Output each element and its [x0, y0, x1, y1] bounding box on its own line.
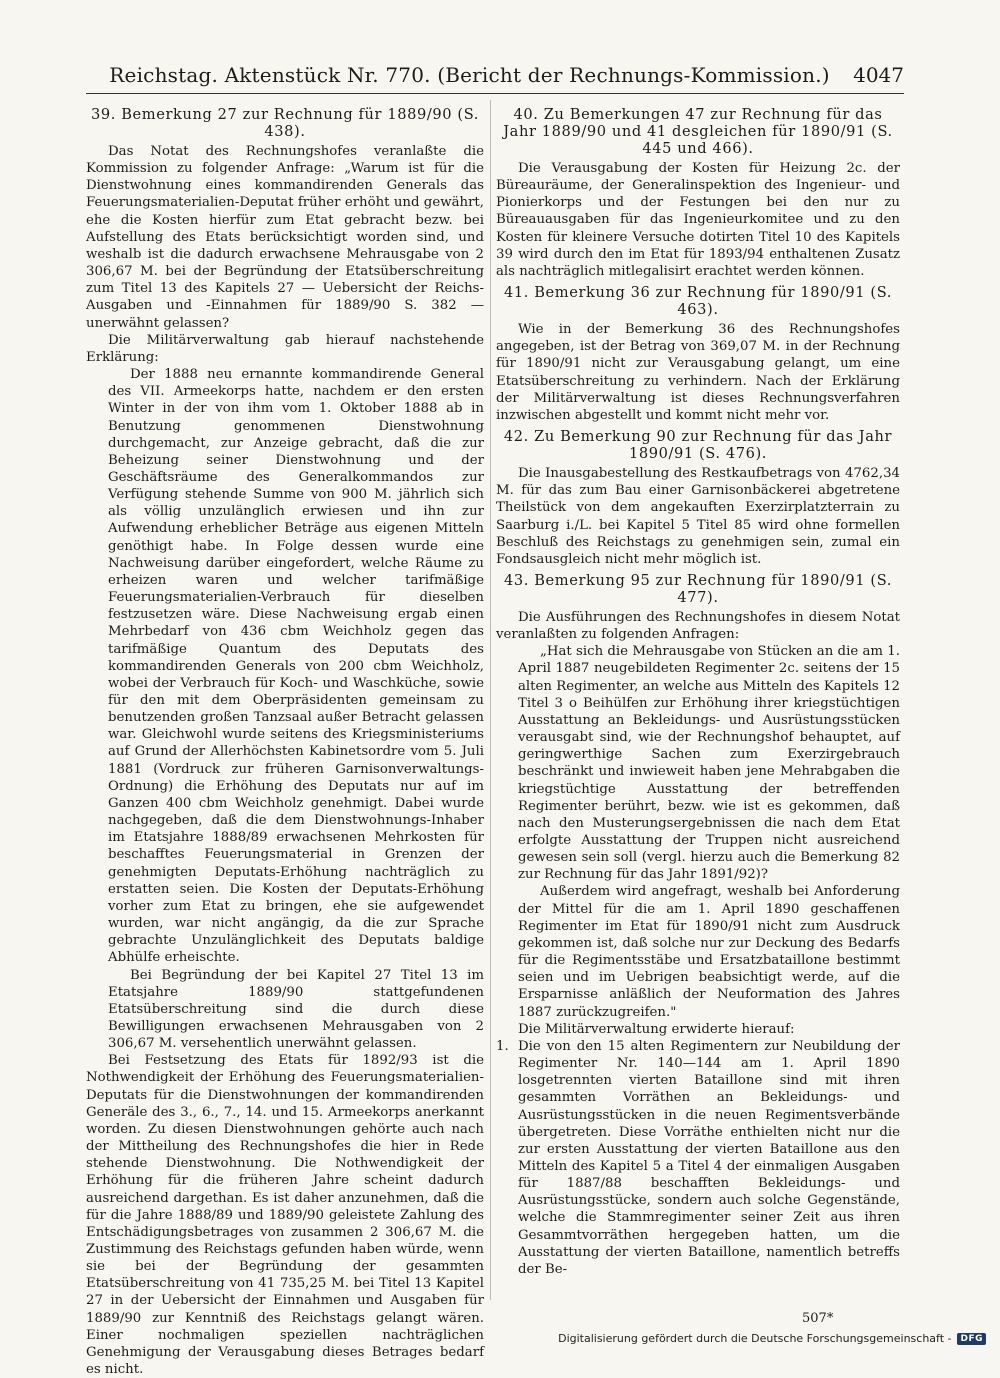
quoted-paragraph: Bei Begründung der bei Kapitel 27 Titel 13 im Etatsjahre 1889/90 stattgefundenen Etatsüberschreitung sind die durch diese Bewilligungen erwachsenen Mehrausgaben von 2 306,67 M. versehentlich unerwähnt gelassen.	[108, 967, 484, 1052]
running-head	[86, 58, 904, 92]
list-item-text: Die von den 15 alten Regimentern zur Neubildung der Regimenter Nr. 140—144 am 1. April 1890 losgetrennten vierten Bataillone sind mit ihren gesammten Vorräthen an Bekleidungs- und Ausrüstungsstücken in die neuen Regimentsverbände übergetreten. Diese Vorräthe enthielten nicht nur die zur ersten Ausstattung der vierten Bataillone aus den Mitteln des Kapitel 5 a Titel 4 der einmaligen Ausgaben für 1887/88 beschafften Bekleidungs- und Ausrüstungsstücke, sondern auch solche Gegenstände, welche die Stammregimenter seiner Zeit aus ihren Gesammtvorräthen hergegeben hatten, um die Ausstattung der vierten Bataillone, namentlich betreffs der Be-	[518, 1038, 900, 1277]
column-divider	[490, 100, 491, 1300]
paragraph: Bei Festsetzung des Etats für 1892/93 ist die Nothwendigkeit der Erhöhung des Feuerungsmaterialien-Deputats für die Dienstwohnungen der kommandirenden Generäle des 3., 6., 7., 14. und 15. Armeekorps anerkannt worden. Zu diesen Dienstwohnungen gehörte auch nach der Mittheilung des Rechnungshofes die hier in Rede stehende Dienstwohnung. Die Nothwendigkeit der Erhöhung für die früheren Jahre scheint dadurch ausreichend dargethan. Es ist daher anzunehmen, daß die für die Jahre 1888/89 und 1889/90 geleistete Zahlung des Entschädigungsbetrages von zusammen 2 306,67 M. die Zustimmung des Reichstags gefunden haben würde, wenn sie bei der Begründung der gesammten Etatsüberschreitung von 41 735,25 M. bei Titel 13 Kapitel 27 in der Uebersicht der Einnahmen und Ausgaben für 1889/90 zur Kenntniß des Reichstags gelangt wären. Einer nochmaligen speziellen nachträglichen Genehmigung der Verausgabung dieses Betrages bedarf es nicht.	[86, 1053, 484, 1378]
section-heading-43: 43. Bemerkung 95 zur Rechnung für 1890/91 (S. 477).	[503, 571, 893, 606]
quoted-paragraph: Außerdem wird angefragt, weshalb bei Anforderung der Mittel für die am 1. April 1890 geschaffenen Regimenter im Etat für 1890/91 nicht zum Ausdruck gekommen ist, daß solche nur zur Deckung des Bedarfs für die Regimentsstäbe und Ersatzbataillone bestimmt seien und im Uebrigen beabsichtigt werde, auf die Ersparnisse anläßlich der Neuformation des Jahres 1887 zurückzugreifen."	[518, 884, 900, 1020]
paragraph: Die Militärverwaltung erwiderte hierauf:	[518, 1021, 795, 1037]
paragraph: Die Inausgabestellung des Restkaufbetrags von 4762,34 M. für das zum Bau einer Garnisonbäckerei abgetretene Theilstück von dem angekauften Exerzirplatzterrain zu Saarburg i./L. bei Kapitel 5 Titel 85 wird ohne formellen Beschluß des Reichstags zu genehmigen sein, zumal ein Fondsausgleich nicht mehr möglich ist.	[496, 466, 900, 567]
dfg-logo-icon: DFG	[957, 1333, 986, 1345]
paragraph: Wie in der Bemerkung 36 des Rechnungshofes angegeben, ist der Betrag von 369,07 M. in der Rechnung für 1890/91 nicht zur Verausgabung gelangt, um eine Etatsüberschreitung zu verhindern. Nach der Erklärung der Militärverwaltung ist dieses Rechnungsverfahren inzwischen abgestellt und kommt nicht mehr vor.	[496, 322, 900, 423]
right-column	[496, 102, 900, 1302]
section-heading-40: 40. Zu Bemerkungen 47 zur Rechnung für das Jahr 1889/90 und 41 desgleichen für 1890/91 (S. 445 und 466).	[503, 106, 893, 157]
numbered-list	[496, 1038, 900, 1278]
paragraph: Das Notat des Rechnungshofes veranlaßte die Kommission zu folgender Anfrage: „Warum ist für die Dienstwohnung eines kommandirenden Generals das Feuerungsmaterialien-Deputat früher erhöht und gewährt, ehe die Kosten hierfür zum Etat gebracht bezw. bei Aufstellung des Etats berücksichtigt worden sind, und weshalb ist die dadurch erwachsene Mehrausgabe von 2 306,67 M. bei der Begründung der Etatsüberschreitung zum Titel 13 des Kapitels 27 — Uebersicht der Reichs-Ausgaben und -Einnahmen für 1889/90 S. 382 — unerwähnt gelassen?	[86, 144, 484, 331]
quoted-paragraph: Der 1888 neu ernannte kommandirende General des VII. Armeekorps hatte, nachdem er den ersten Winter in der von ihm vom 1. Oktober 1888 ab in Benutzung genommenen Dienstwohnung durchgemacht, zur Anzeige gebracht, daß die zur Beheizung seiner Dienstwohnung und der Geschäftsräume des Generalkommandos zur Verfügung stehende Summe von 900 M. jährlich sich als völlig unzulänglich erwiesen und ihn zur Aufwendung erheblicher Beträge aus eigenen Mitteln genöthigt habe. In Folge dessen wurde eine Nachweisung darüber eingefordert, welche Räume zu erheizen waren und welcher tarifmäßige Feuerungsmaterialien-Verbrauch für dieselben festzusetzen wäre. Diese Nachweisung ergab einen Mehrbedarf von 436 cbm Weichholz gegen das tarifmäßige Quantum des Deputats des kommandirenden Generals von 200 cbm Weichholz, wobei der Verbrauch für Koch- und Waschküche, sowie für den mit dem Oberpräsidenten gemeinsam zu benutzenden großen Tanzsaal außer Betracht gelassen war. Gleichwohl wurde seitens des Kriegsministeriums auf Grund der Allerhöchsten Kabinetsordre vom 5. Juli 1881 (Vordruck zur früheren Garnisonverwaltungs-Ordnung) die Erhöhung des Deputats nur auf im Ganzen 400 cbm Weichholz genehmigt. Dabei wurde nachgegeben, daß die dem Dienstwohnungs-Inhaber im Etatsjahre 1888/89 erwachsenen Mehrkosten für beschafftes Feuerungsmaterial in Grenzen der genehmigten Deputats-Erhöhung nachträglich zu erstatten seien. Die Kosten der Deputats-Erhöhung vorher zum Etat zu bringen, ehe sie aufgewendet wurden, war nicht angängig, da die zur Sprache gebrachte Unzulänglichkeit des Deputats baldige Abhülfe erheischte.	[108, 367, 484, 966]
section-heading-41: 41. Bemerkung 36 zur Rechnung für 1890/91 (S. 463).	[503, 284, 893, 319]
list-item-number: 1.	[496, 1038, 509, 1054]
list-item	[496, 1038, 900, 1278]
paragraph: Die Ausführungen des Rechnungshofes in diesem Notat veranlaßten zu folgenden Anfragen:	[496, 609, 900, 643]
running-head-title: Reichstag. Aktenstück Nr. 770. (Bericht der Rechnungs-Kommission.)	[109, 63, 830, 87]
digitization-footer	[558, 1332, 986, 1345]
footer-text: Digitalisierung gefördert durch die Deutsche Forschungsgemeinschaft -	[558, 1332, 952, 1345]
section-heading-42: 42. Zu Bemerkung 90 zur Rechnung für das Jahr 1890/91 (S. 476).	[503, 428, 893, 463]
paragraph: Die Militärverwaltung gab hierauf nachstehende Erklärung:	[86, 332, 484, 365]
page-number: 4047	[853, 63, 904, 87]
section-heading-39: 39. Bemerkung 27 zur Rechnung für 1889/90 (S. 438).	[90, 106, 480, 140]
paragraph: Die Verausgabung der Kosten für Heizung 2c. der Büreauräume, der Generalinspektion des Ingenieur- und Pionierkorps und der Festungen bei den nur zu Büreauausgaben für das Ingenieurkomitee und zu den Kosten für kleinere Versuche dotirten Titel 10 des Kapitels 39 wird durch den im Etat für 1893/94 enthaltenen Zusatz als nachträglich mitlegalisirt erachtet werden können.	[496, 161, 900, 279]
quoted-paragraph: „Hat sich die Mehrausgabe von Stücken an die am 1. April 1887 neugebildeten Regimenter 2c. seitens der 15 alten Regimenter, an welche aus Mitteln des Kapitels 12 Titel 3 o Beihülfen zur Erhöhung ihrer kriegstüchtigen Ausstattung an Bekleidungs- und Ausrüstungsstücken verausgabt sind, wie der Rechnungshof behauptet, auf geringwerthige Sachen zum Exerzirgebrauch beschränkt und inwieweit haben jene Mehrabgaben die kriegstüchtige Ausstattung der betreffenden Regimenter berührt, bezw. wie ist es gekommen, daß nach den Musterungsergebnissen die nach dem Etat erfolgte Ausstattung der Truppen nicht ausreichend gewesen sein soll (vergl. hierzu auch die Bemerkung 82 zur Rechnung für das Jahr 1891/92)?	[518, 644, 900, 883]
signature-mark: 507*	[802, 1311, 834, 1326]
left-column	[86, 102, 484, 1378]
header-rule	[86, 93, 904, 94]
